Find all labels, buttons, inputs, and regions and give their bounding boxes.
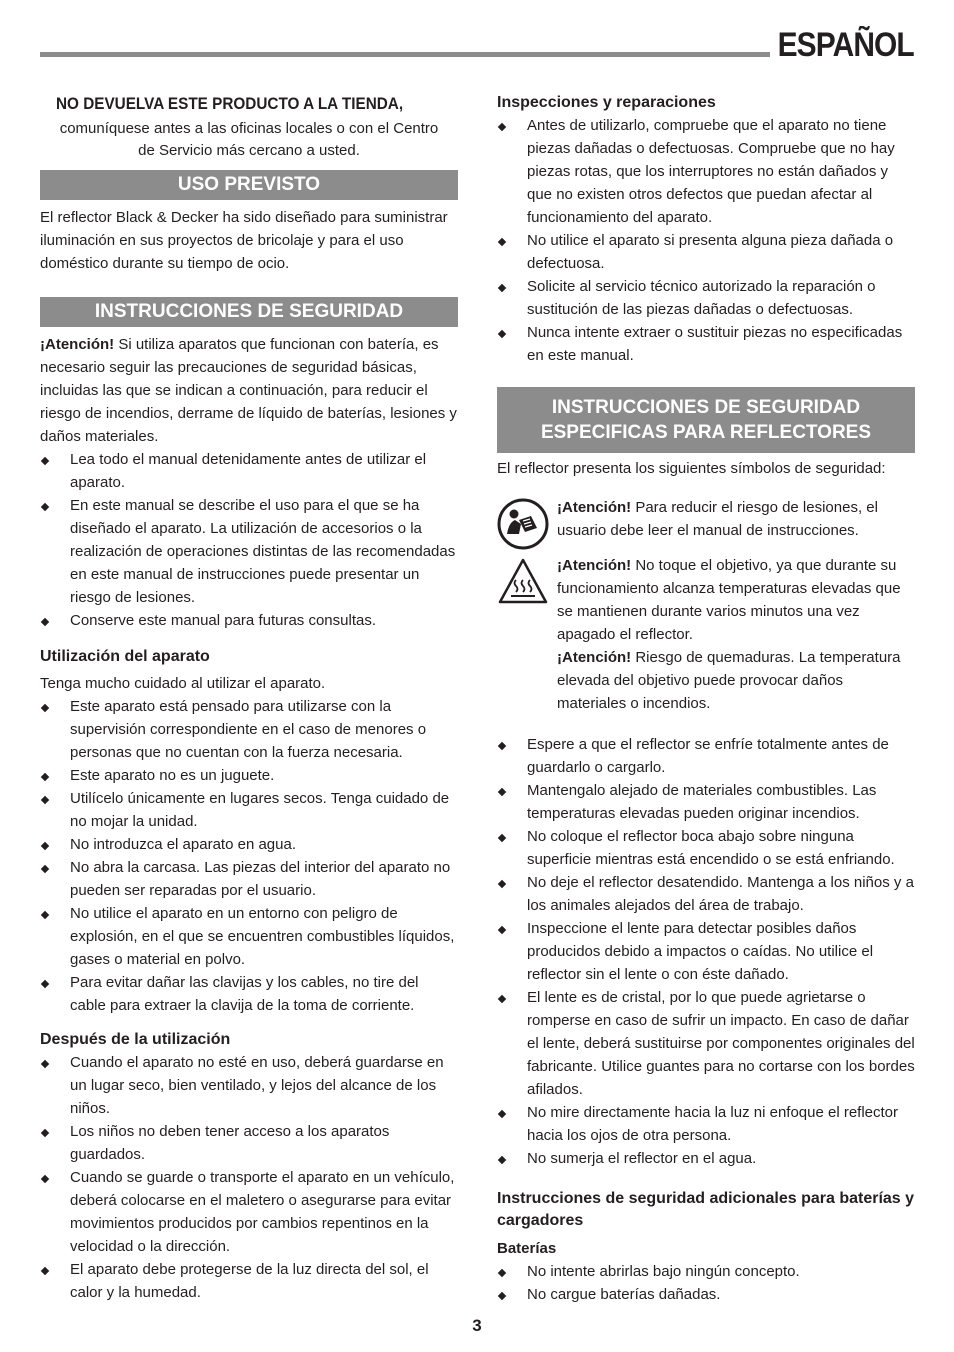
- read-manual-icon: [497, 498, 549, 550]
- list-item: El aparato debe protegerse de la luz directa del sol, el calor y la humedad.: [40, 1258, 458, 1304]
- utilizacion-heading: Utilización del aparato: [40, 648, 210, 665]
- reflectores-title-line2: ESPECIFICAS PARA REFLECTORES: [540, 422, 872, 443]
- list-item: Inspeccione el lente para detectar posibles daños producidos debido a impactos o caídas. No utilice el reflector sin el lente o con éste dañado.: [497, 917, 915, 986]
- left-column: [40, 92, 458, 1304]
- list-item: No mire directamente hacia la luz ni enfoque el reflector hacia los ojos de otra persona.: [497, 1101, 915, 1147]
- symbol2-body-2: Riesgo de quemaduras. La temperatura elevada del objetivo puede provocar daños materiales o incendios.: [557, 649, 901, 712]
- symbol2-text: [557, 554, 915, 646]
- list-item: No coloque el reflector boca abajo sobre ninguna superficie mientras está encendido o se está enfriando.: [497, 825, 915, 871]
- right-column: [497, 92, 915, 1306]
- attention-label: ¡Atención!: [557, 557, 632, 574]
- list-item: Conserve este manual para futuras consultas.: [40, 609, 458, 632]
- list-item: Cuando el aparato no esté en uso, deberá guardarse en un lugar seco, bien ventilado, y lejos del alcance de los niños.: [40, 1051, 458, 1120]
- header-rule: [40, 52, 770, 57]
- list-item: Mantengalo alejado de materiales combustibles. Las temperaturas elevadas pueden originar incendios.: [497, 779, 915, 825]
- reflectores-intro: El reflector presenta los siguientes símbolos de seguridad:: [497, 460, 886, 477]
- inspecciones-list: [497, 114, 915, 367]
- list-item: Lea todo el manual detenidamente antes de utilizar el aparato.: [40, 448, 458, 494]
- list-item: Para evitar dañar las clavijas y los cables, no tire del cable para extraer la clavija de la toma de corriente.: [40, 971, 458, 1017]
- seguridad-intro-text: Si utiliza aparatos que funcionan con batería, es necesario seguir las precauciones de seguridad básicas, incluidas las que se indican a continuación, para reducir el riesgo de incendios, derrame de líquido de baterías, lesiones y daños materiales.: [40, 336, 457, 445]
- list-item: Utilícelo únicamente en lugares secos. Tenga cuidado de no mojar la unidad.: [40, 787, 458, 833]
- list-item: No cargue baterías dañadas.: [497, 1283, 915, 1306]
- notice-text: comuníquese antes a las oficinas locales o con el Centro de Servicio más cercano a usted.: [59, 120, 439, 159]
- list-item: Solicite al servicio técnico autorizado la reparación o sustitución de las piezas dañadas o defectuosas.: [497, 275, 915, 321]
- symbol1-body: Para reducir el riesgo de lesiones, el usuario debe leer el manual de instrucciones.: [557, 499, 878, 539]
- list-item: Antes de utilizarlo, compruebe que el aparato no tiene piezas dañadas o defectuosas. Compruebe que no hay piezas rotas, que los interruptores no están dañados y que no existen otros defectos que puedan afectar al funcionamiento del aparato.: [497, 114, 915, 229]
- list-item: Este aparato no es un juguete.: [40, 764, 458, 787]
- symbol-row-manual: [497, 496, 915, 542]
- list-item: Los niños no deben tener acceso a los aparatos guardados.: [40, 1120, 458, 1166]
- notice-title: NO DEVUELVA ESTE PRODUCTO A LA TIENDA,: [56, 94, 404, 113]
- list-item: En este manual se describe el uso para el que se ha diseñado el aparato. La utilización de accesorios o la realización de operaciones distintas de las recomendadas en este manual de instrucciones puede presentar un riesgo de lesiones.: [40, 494, 458, 609]
- page-number: 3: [472, 1316, 482, 1335]
- list-item: El lente es de cristal, por lo que puede agrietarse o romperse en caso de sufrir un impacto. En caso de dañar el lente, deberá sustituirse por componentes originales del fabricante. Utilice guantes para no cortarse con los bordes afilados.: [497, 986, 915, 1101]
- list-item: Este aparato está pensado para utilizarse con la supervisión correspondiente en el caso de menores o personas que no cuentan con la fuerza necesaria.: [40, 695, 458, 764]
- attention-label: ¡Atención!: [557, 649, 632, 666]
- utilizacion-intro: Tenga mucho cuidado al utilizar el aparato.: [40, 675, 326, 692]
- despues-list: [40, 1051, 458, 1304]
- uso-previsto-text: El reflector Black & Decker ha sido diseñado para suministrar iluminación en sus proyectos de bricolaje y para el uso doméstico durante su tiempo de ocio.: [40, 209, 448, 272]
- list-item: Espere a que el reflector se enfríe totalmente antes de guardarlo o cargarlo.: [497, 733, 915, 779]
- list-item: No intente abrirlas bajo ningún concepto.: [497, 1260, 915, 1283]
- seguridad-intro: [40, 333, 458, 448]
- adicionales-heading: Instrucciones de seguridad adicionales para baterías y cargadores: [497, 1190, 915, 1229]
- despues-heading: Después de la utilización: [40, 1031, 231, 1048]
- uso-previsto-banner: USO PREVISTO: [40, 170, 458, 200]
- attention-label: ¡Atención!: [557, 499, 632, 516]
- list-item: No utilice el aparato en un entorno con peligro de explosión, en el que se encuentren combustibles líquidos, gases o material en polvo.: [40, 902, 458, 971]
- symbol-row-hot: [497, 554, 915, 715]
- reflectores-banner: [497, 387, 915, 453]
- list-item: No sumerja el reflector en el agua.: [497, 1147, 915, 1170]
- language-title: ESPAÑOL: [777, 26, 914, 64]
- hot-surface-icon: [497, 556, 549, 608]
- symbol2-body: No toque el objetivo, ya que durante su funcionamiento alcanza temperaturas elevadas que se mantienen durante varios minutos una vez apagado el reflector.: [557, 557, 901, 643]
- list-item: Cuando se guarde o transporte el aparato en un vehículo, deberá colocarse en el maletero o asegurarse para evitar movimientos producidos por cambios repentinos en la velocidad o la dirección.: [40, 1166, 458, 1258]
- list-item: Nunca intente extraer o sustituir piezas no especificadas en este manual.: [497, 321, 915, 367]
- list-item: No utilice el aparato si presenta alguna pieza dañada o defectuosa.: [497, 229, 915, 275]
- list-item: No abra la carcasa. Las piezas del interior del aparato no pueden ser reparadas por el usuario.: [40, 856, 458, 902]
- list-item: No introduzca el aparato en agua.: [40, 833, 458, 856]
- reflectores-list: [497, 733, 915, 1170]
- seguridad-banner: INSTRUCCIONES DE SEGURIDAD: [40, 297, 458, 327]
- baterias-subheading: Baterías: [497, 1240, 557, 1257]
- symbol2-text-2: [557, 646, 915, 715]
- list-item: No deje el reflector desatendido. Mantenga a los niños y a los animales alejados del área de trabajo.: [497, 871, 915, 917]
- attention-label: ¡Atención!: [40, 336, 115, 353]
- seguridad-list: [40, 448, 458, 632]
- reflectores-title-line1: INSTRUCCIONES DE SEGURIDAD: [551, 397, 861, 418]
- baterias-list: [497, 1260, 915, 1306]
- symbol1-text: [557, 496, 915, 542]
- inspecciones-heading: Inspecciones y reparaciones: [497, 94, 716, 111]
- utilizacion-list: [40, 695, 458, 1017]
